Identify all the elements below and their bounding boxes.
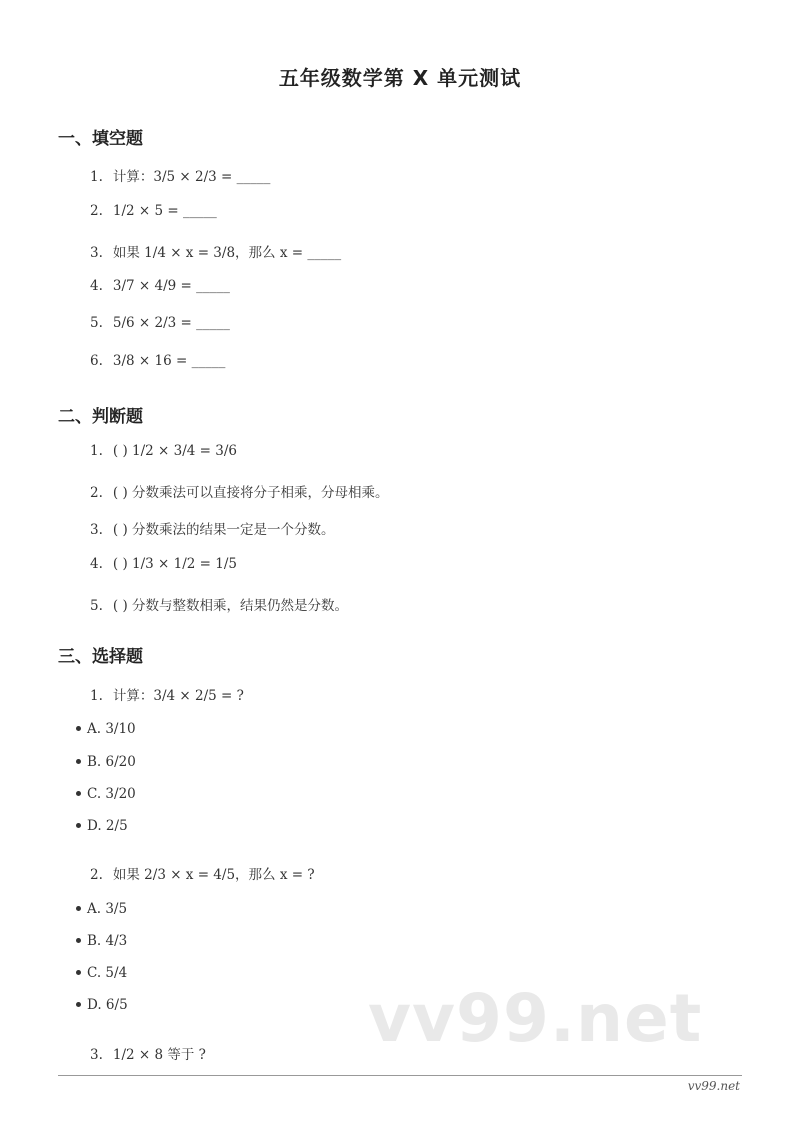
page-title: 五年级数学第 X 单元测试	[278, 66, 522, 90]
fill-blank-question: 2. 1/2 × 5 = _____	[90, 203, 217, 219]
section-heading-fill-blank: 一、填空题	[58, 129, 143, 149]
multiple-choice-question: 1. 计算：3/4 × 2/5 = ?	[90, 688, 244, 704]
choice-option: B. 4/3	[76, 933, 127, 949]
fill-blank-question: 3. 如果 1/4 × x = 3/8，那么 x = _____	[90, 245, 342, 261]
choice-option: C. 5/4	[76, 965, 127, 981]
true-false-question: 4. ( ) 1/3 × 1/2 = 1/5	[90, 556, 237, 572]
bullet-icon	[76, 759, 81, 764]
bullet-icon	[76, 726, 81, 731]
bullet-icon	[76, 791, 81, 796]
footer-site-label: vv99.net	[687, 1079, 740, 1093]
footer-divider	[58, 1075, 742, 1076]
true-false-question: 2. ( ) 分数乘法可以直接将分子相乘，分母相乘。	[90, 485, 389, 501]
true-false-question: 3. ( ) 分数乘法的结果一定是一个分数。	[90, 522, 335, 538]
choice-option: D. 2/5	[76, 818, 128, 834]
choice-option: B. 6/20	[76, 754, 136, 770]
fill-blank-question: 5. 5/6 × 2/3 = _____	[90, 315, 230, 331]
true-false-question: 5. ( ) 分数与整数相乘，结果仍然是分数。	[90, 598, 349, 614]
fill-blank-question: 4. 3/7 × 4/9 = _____	[90, 278, 230, 294]
true-false-question: 1. ( ) 1/2 × 3/4 = 3/6	[90, 443, 237, 459]
bullet-icon	[76, 823, 81, 828]
watermark: vv99.net	[368, 980, 703, 1057]
choice-option: C. 3/20	[76, 786, 136, 802]
bullet-icon	[76, 938, 81, 943]
fill-blank-question: 6. 3/8 × 16 = _____	[90, 353, 226, 369]
fill-blank-question: 1. 计算：3/5 × 2/3 = _____	[90, 169, 271, 185]
section-heading-true-false: 二、判断题	[58, 407, 143, 427]
bullet-icon	[76, 970, 81, 975]
multiple-choice-question: 3. 1/2 × 8 等于 ?	[90, 1047, 206, 1063]
bullet-icon	[76, 1002, 81, 1007]
choice-option: D. 6/5	[76, 997, 128, 1013]
multiple-choice-question: 2. 如果 2/3 × x = 4/5，那么 x = ?	[90, 867, 315, 883]
section-heading-multiple-choice: 三、选择题	[58, 647, 143, 667]
bullet-icon	[76, 906, 81, 911]
choice-option: A. 3/10	[76, 721, 136, 737]
choice-option: A. 3/5	[76, 901, 127, 917]
